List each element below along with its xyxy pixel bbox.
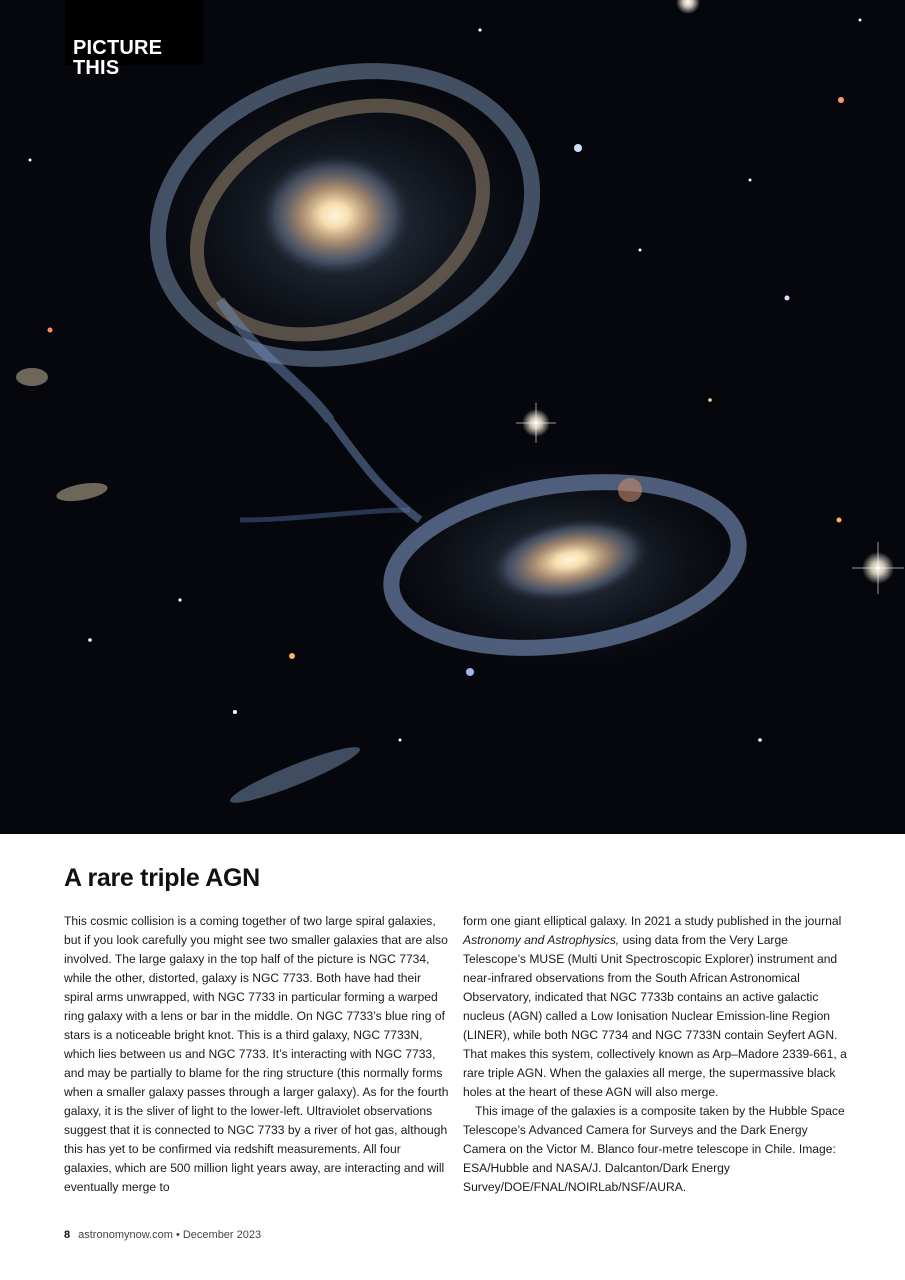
body-text: form one giant elliptical galaxy. In 2021 a study published in the journal (463, 914, 842, 928)
article-column-right (463, 912, 848, 1197)
image-credit-paragraph: This image of the galaxies is a composite taken by the Hubble Space Telescope’s Advanced Camera for Surveys and the Dark Energy Camera on the Victor M. Blanco four-metre telescope in Chile. Image: ESA/Hubble and NASA/J. Dalcanton/Dark Energy Survey/DOE/FNAL/NOIRLab/NSF/AURA. (463, 1104, 845, 1194)
journal-name: Astronomy and Astrophysics, (463, 933, 620, 947)
article-column-left (64, 912, 449, 1197)
page-footer (64, 1229, 261, 1241)
body-paragraph (463, 912, 848, 1102)
body-paragraph: This cosmic collision is a coming together of two large spiral galaxies, but if you look carefully you might see two smaller galaxies that are also involved. The large galaxy in the top half of the picture is NGC 7734, while the other, distorted, galaxy is NGC 7733. Both have had their spiral arms unwrapped, with NGC 7733 in particular forming a warped ring galaxy with a lens or bar in the middle. On NGC 7733’s blue ring of stars is a noticeable bright knot. This is a third galaxy, NGC 7733N, which lies between us and NGC 7733. It’s interacting with NGC 7733, and may be partially to blame for the ring structure (this normally forms when a smaller galaxy passes through a larger galaxy). As for the fourth galaxy, it is the sliver of light to the lower-left. Ultraviolet observations suggest that it is connected to NGC 7733 by a river of hot gas, although this has yet to be confirmed via redshift measurements. All four galaxies, which are 500 million light years away, are interacting and will eventually merge to (64, 914, 449, 1194)
footer-text: astronomynow.com • December 2023 (78, 1229, 262, 1241)
article-headline: A rare triple AGN (64, 864, 260, 892)
section-tag: PICTURE THIS (65, 0, 203, 65)
galaxy-ngc7733 (355, 445, 775, 685)
page-number: 8 (64, 1229, 71, 1241)
body-text: using data from the Very Large Telescope’s MUSE (Multi Unit Spectroscopic Explorer) instrument and near-infrared observations from the South African Astronomical Observatory, indicated that NGC 7733b contains an active galactic nucleus (AGN) called a Low Ionisation Nuclear Emission-line Region (LINER), while both NGC 7734 and NGC 7733N contain Seyfert AGN. That makes this system, collectively known as Arp–Madore 2339-661, a rare triple AGN. When the galaxies all merge, the supermassive black holes at the heart of these AGN will also merge. (463, 933, 847, 1099)
